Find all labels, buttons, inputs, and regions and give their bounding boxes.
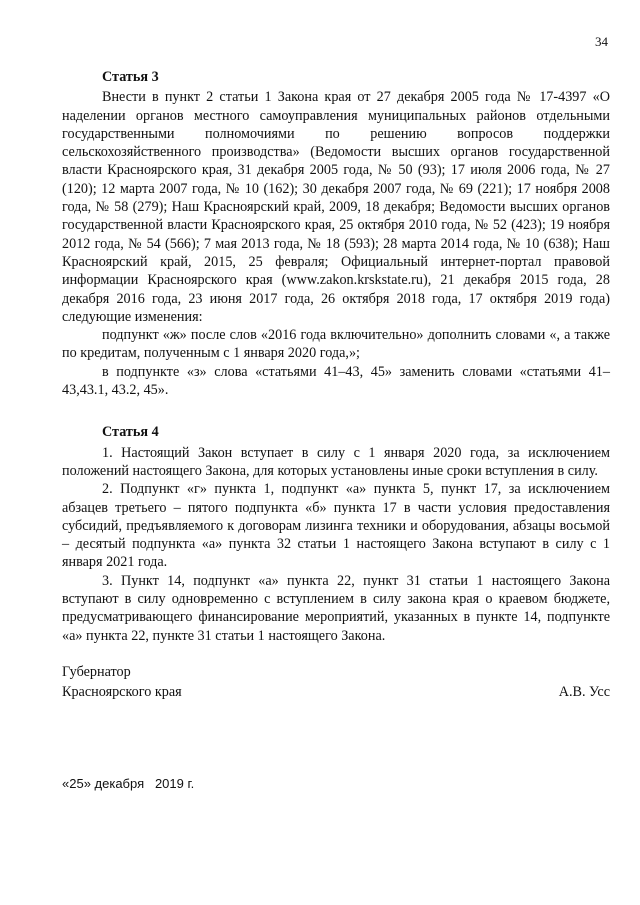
- article-3-title: Статья 3: [102, 69, 159, 85]
- section-spacer: [62, 399, 610, 423]
- article-4: [62, 423, 610, 645]
- article-4-title: Статья 4: [102, 424, 159, 441]
- signatory-position: Губернатор: [62, 664, 131, 680]
- article-4-paragraph: 1. Настоящий Закон вступает в силу с 1 января 2020 года, за исключением положений настоящего Закона, для которых установлены иные сроки вступления в силу.: [62, 444, 610, 479]
- article-3-paragraph: Внести в пункт 2 статьи 1 Закона края от 27 декабря 2005 года № 17-4397 «О наделении органов местного самоуправления муниципальных районов отдельными государственными полномочиями по решению вопросов поддержки сельскохозяйственного производства» (Ведомости высших органов государственной власти Красноярского края, 31 декабря 2005 года, № 50 (93); 17 июля 2006 года, № 27 (120); 12 марта 2007 года, № 10 (162); 30 декабря 2007 года, № 69 (221); 17 ноября 2008 года, № 58 (279); Наш Красноярский край, 2009, 18 декабря; Ведомости высших органов государственной власти Красноярского края, 25 октября 2010 года, № 52 (423); 19 ноября 2012 года, № 54 (566); 7 мая 2013 года, № 18 (593); 28 марта 2014 года, № 10 (638); Наш Красноярский край, 2015, 25 февраля; Официальный интернет-портал правовой информации Красноярского края (www.zakon.krskstate.ru), 21 декабря 2015 года, 28 декабря 2016 года, 23 июня 2017 года, 26 октября 2018 года, 17 октября 2019 года) следующие изменения:: [62, 89, 610, 325]
- article-3: [62, 68, 610, 399]
- signatory-name: А.В. Усс: [558, 684, 610, 700]
- signature-block: [62, 662, 610, 702]
- signing-date: «25» декабря 2019 г.: [62, 776, 195, 791]
- article-4-paragraph: 2. Подпункт «г» пункта 1, подпункт «а» пункта 5, пункт 17, за исключением абзацев третьего – пятого подпункта «б» пункта 17 в части условия предоставления субсидий, предъявляемого к договорам лизинга техники и оборудования, абзацы восьмой – десятый подпункта «а» пункта 32 статьи 1 настоящего Закона вступают в силу с 1 января 2021 года.: [62, 481, 610, 571]
- document-body: [62, 68, 610, 645]
- signatory-region: Красноярского края: [62, 684, 182, 700]
- signature-row: [62, 682, 610, 702]
- article-4-paragraph: 3. Пункт 14, подпункт «а» пункта 22, пункт 31 статьи 1 настоящего Закона вступают в силу одновременно с вступлением в силу закона края о краевом бюджете, предусматривающего финансирование мероприятий, указанных в пункте 14, подпункте «а» пункта 22, пункте 31 статьи 1 настоящего Закона.: [62, 572, 610, 644]
- page-number: 34: [595, 34, 608, 49]
- article-3-paragraph: подпункт «ж» после слов «2016 года включительно» дополнить словами «, а также по кредитам, полученным с 1 января 2020 года,»;: [62, 327, 610, 362]
- article-3-paragraph: в подпункте «з» слова «статьями 41–43, 45» заменить словами «статьями 41–43,43.1, 43.2, 45».: [62, 363, 610, 399]
